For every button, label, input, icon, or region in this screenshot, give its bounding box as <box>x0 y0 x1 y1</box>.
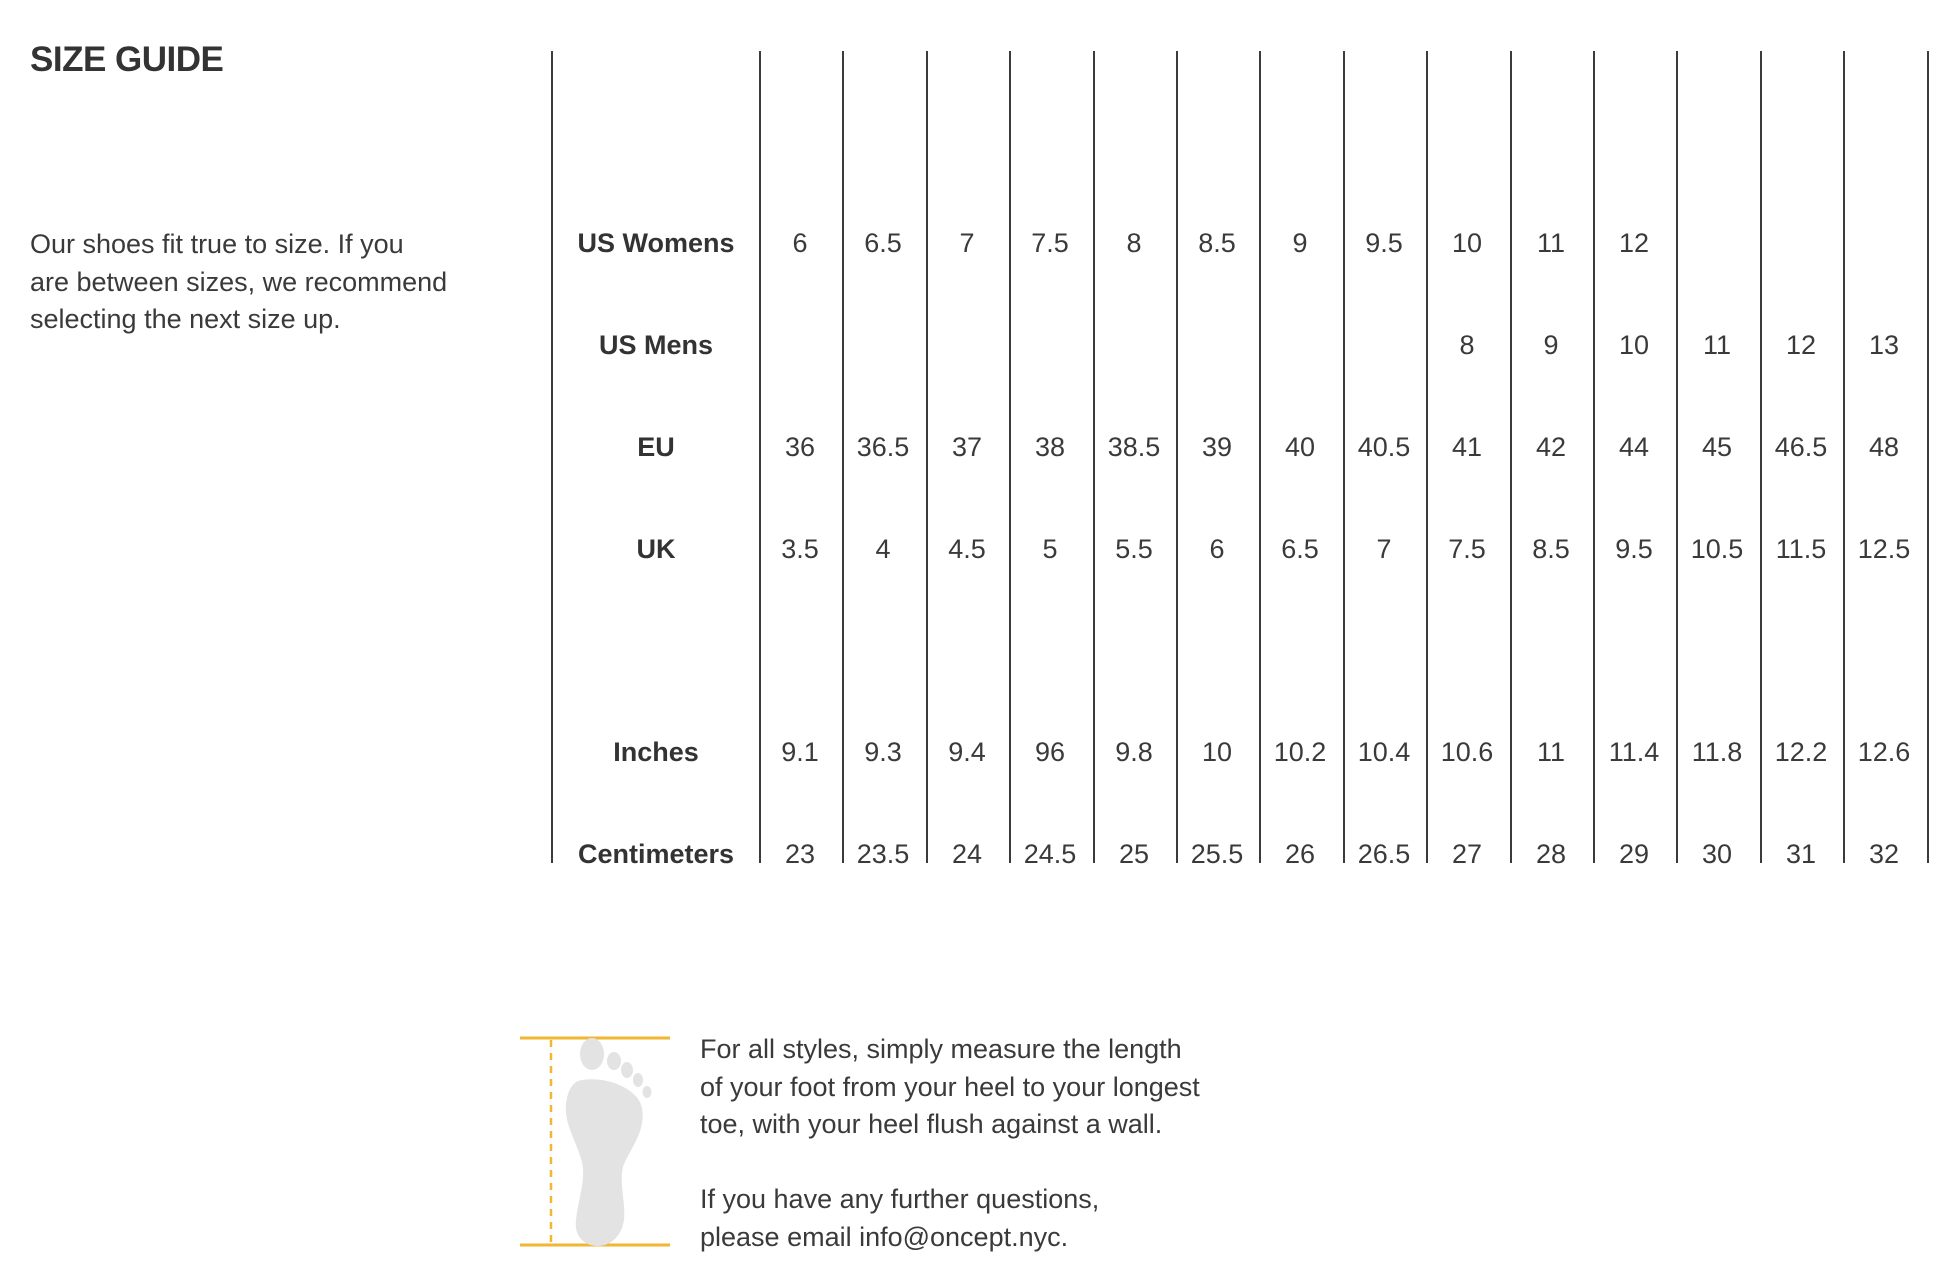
size-cell: 8.5 <box>1198 228 1236 258</box>
size-cell: 30 <box>1701 839 1733 869</box>
size-cell: 11.5 <box>1775 534 1827 564</box>
size-cell: 31 <box>1785 839 1817 869</box>
size-cell: 29 <box>1618 839 1650 869</box>
size-cell: 42 <box>1535 432 1567 462</box>
size-cell: 4.5 <box>948 534 986 564</box>
size-cell: 6.5 <box>864 228 902 258</box>
size-cell: 41 <box>1451 432 1483 462</box>
column-divider <box>1927 51 1929 863</box>
size-cell: 9.5 <box>1615 534 1653 564</box>
row-label: US Mens <box>598 330 714 360</box>
size-cell: 25.5 <box>1190 839 1244 869</box>
size-cell: 3.5 <box>781 534 819 564</box>
size-cell: 26 <box>1284 839 1316 869</box>
size-cell: 7 <box>959 228 975 258</box>
size-cell: 9.8 <box>1115 737 1153 767</box>
size-cell: 46.5 <box>1774 432 1828 462</box>
size-cell: 7.5 <box>1448 534 1486 564</box>
fit-note <box>30 226 490 339</box>
size-cell: 11.8 <box>1691 737 1743 767</box>
size-cell: 10.4 <box>1357 737 1411 767</box>
size-cell: 4 <box>875 534 891 564</box>
size-cell: 12.2 <box>1774 737 1828 767</box>
size-cell: 10.5 <box>1690 534 1744 564</box>
size-cell: 9.3 <box>864 737 902 767</box>
size-cell: 6 <box>792 228 808 258</box>
size-cell: 9.1 <box>781 737 819 767</box>
row-label: EU <box>637 432 675 462</box>
size-cell: 5 <box>1042 534 1058 564</box>
size-cell: 6 <box>1209 534 1225 564</box>
size-cell: 11 <box>1536 737 1566 767</box>
size-cell: 10 <box>1618 330 1650 360</box>
size-cell: 27 <box>1451 839 1483 869</box>
size-cell: 10.2 <box>1273 737 1327 767</box>
size-cell: 6.5 <box>1281 534 1319 564</box>
row-label: Inches <box>613 737 699 767</box>
foot-measure-icon <box>520 1034 670 1249</box>
size-cell: 10 <box>1201 737 1233 767</box>
size-cell: 11 <box>1702 330 1732 360</box>
page-title: SIZE GUIDE <box>30 40 224 79</box>
size-cell: 9.4 <box>948 737 986 767</box>
contact-line: please email info@oncept.nyc. <box>700 1221 1069 1252</box>
size-cell: 28 <box>1535 839 1567 869</box>
paragraph-gap <box>700 1144 1260 1182</box>
size-cell: 23 <box>784 839 816 869</box>
size-cell: 7 <box>1376 534 1392 564</box>
instruction-line: toe, with your heel flush against a wall. <box>700 1109 1163 1139</box>
row-label: Centimeters <box>577 839 735 869</box>
size-cell: 12.5 <box>1857 534 1911 564</box>
contact-line: If you have any further questions, <box>700 1184 1100 1214</box>
size-cell: 24 <box>951 839 983 869</box>
row-label: UK <box>636 534 676 564</box>
row-label: US Womens <box>577 228 735 258</box>
size-cell: 9 <box>1543 330 1559 360</box>
size-cell: 48 <box>1868 432 1900 462</box>
size-cell: 39 <box>1201 432 1233 462</box>
size-cell: 11 <box>1536 228 1566 258</box>
size-cell: 32 <box>1868 839 1900 869</box>
instruction-line: For all styles, simply measure the length <box>700 1034 1182 1064</box>
fit-note-line: selecting the next size up. <box>30 304 341 334</box>
size-cell: 10 <box>1451 228 1483 258</box>
size-cell: 10.6 <box>1440 737 1494 767</box>
fit-note-line: Our shoes fit true to size. If you <box>30 229 404 259</box>
size-cell: 24.5 <box>1023 839 1077 869</box>
size-cell: 40 <box>1284 432 1316 462</box>
size-cell: 8 <box>1126 228 1142 258</box>
measure-instructions <box>700 1031 1260 1256</box>
size-cell: 38 <box>1034 432 1066 462</box>
size-cell: 5.5 <box>1115 534 1153 564</box>
size-cell: 44 <box>1618 432 1650 462</box>
fit-note-line: are between sizes, we recommend <box>30 266 448 297</box>
size-cell: 38.5 <box>1107 432 1161 462</box>
size-cell: 36 <box>784 432 816 462</box>
size-cell: 12 <box>1618 228 1650 258</box>
size-cell: 23.5 <box>856 839 910 869</box>
size-cell: 12.6 <box>1857 737 1911 767</box>
size-cell: 96 <box>1034 737 1066 767</box>
size-cell: 37 <box>951 432 983 462</box>
size-cell: 9.5 <box>1365 228 1403 258</box>
size-cell: 7.5 <box>1031 228 1069 258</box>
size-cell: 25 <box>1118 839 1150 869</box>
size-cell: 12 <box>1785 330 1817 360</box>
instruction-line: of your foot from your heel to your longest <box>700 1071 1200 1102</box>
size-cell: 11.4 <box>1608 737 1660 767</box>
size-cell: 26.5 <box>1357 839 1411 869</box>
size-cell: 40.5 <box>1357 432 1411 462</box>
size-cell: 8 <box>1459 330 1475 360</box>
size-cell: 45 <box>1701 432 1733 462</box>
size-cell: 13 <box>1868 330 1900 360</box>
size-cell: 36.5 <box>856 432 910 462</box>
size-cell: 8.5 <box>1532 534 1570 564</box>
size-cell: 9 <box>1292 228 1308 258</box>
